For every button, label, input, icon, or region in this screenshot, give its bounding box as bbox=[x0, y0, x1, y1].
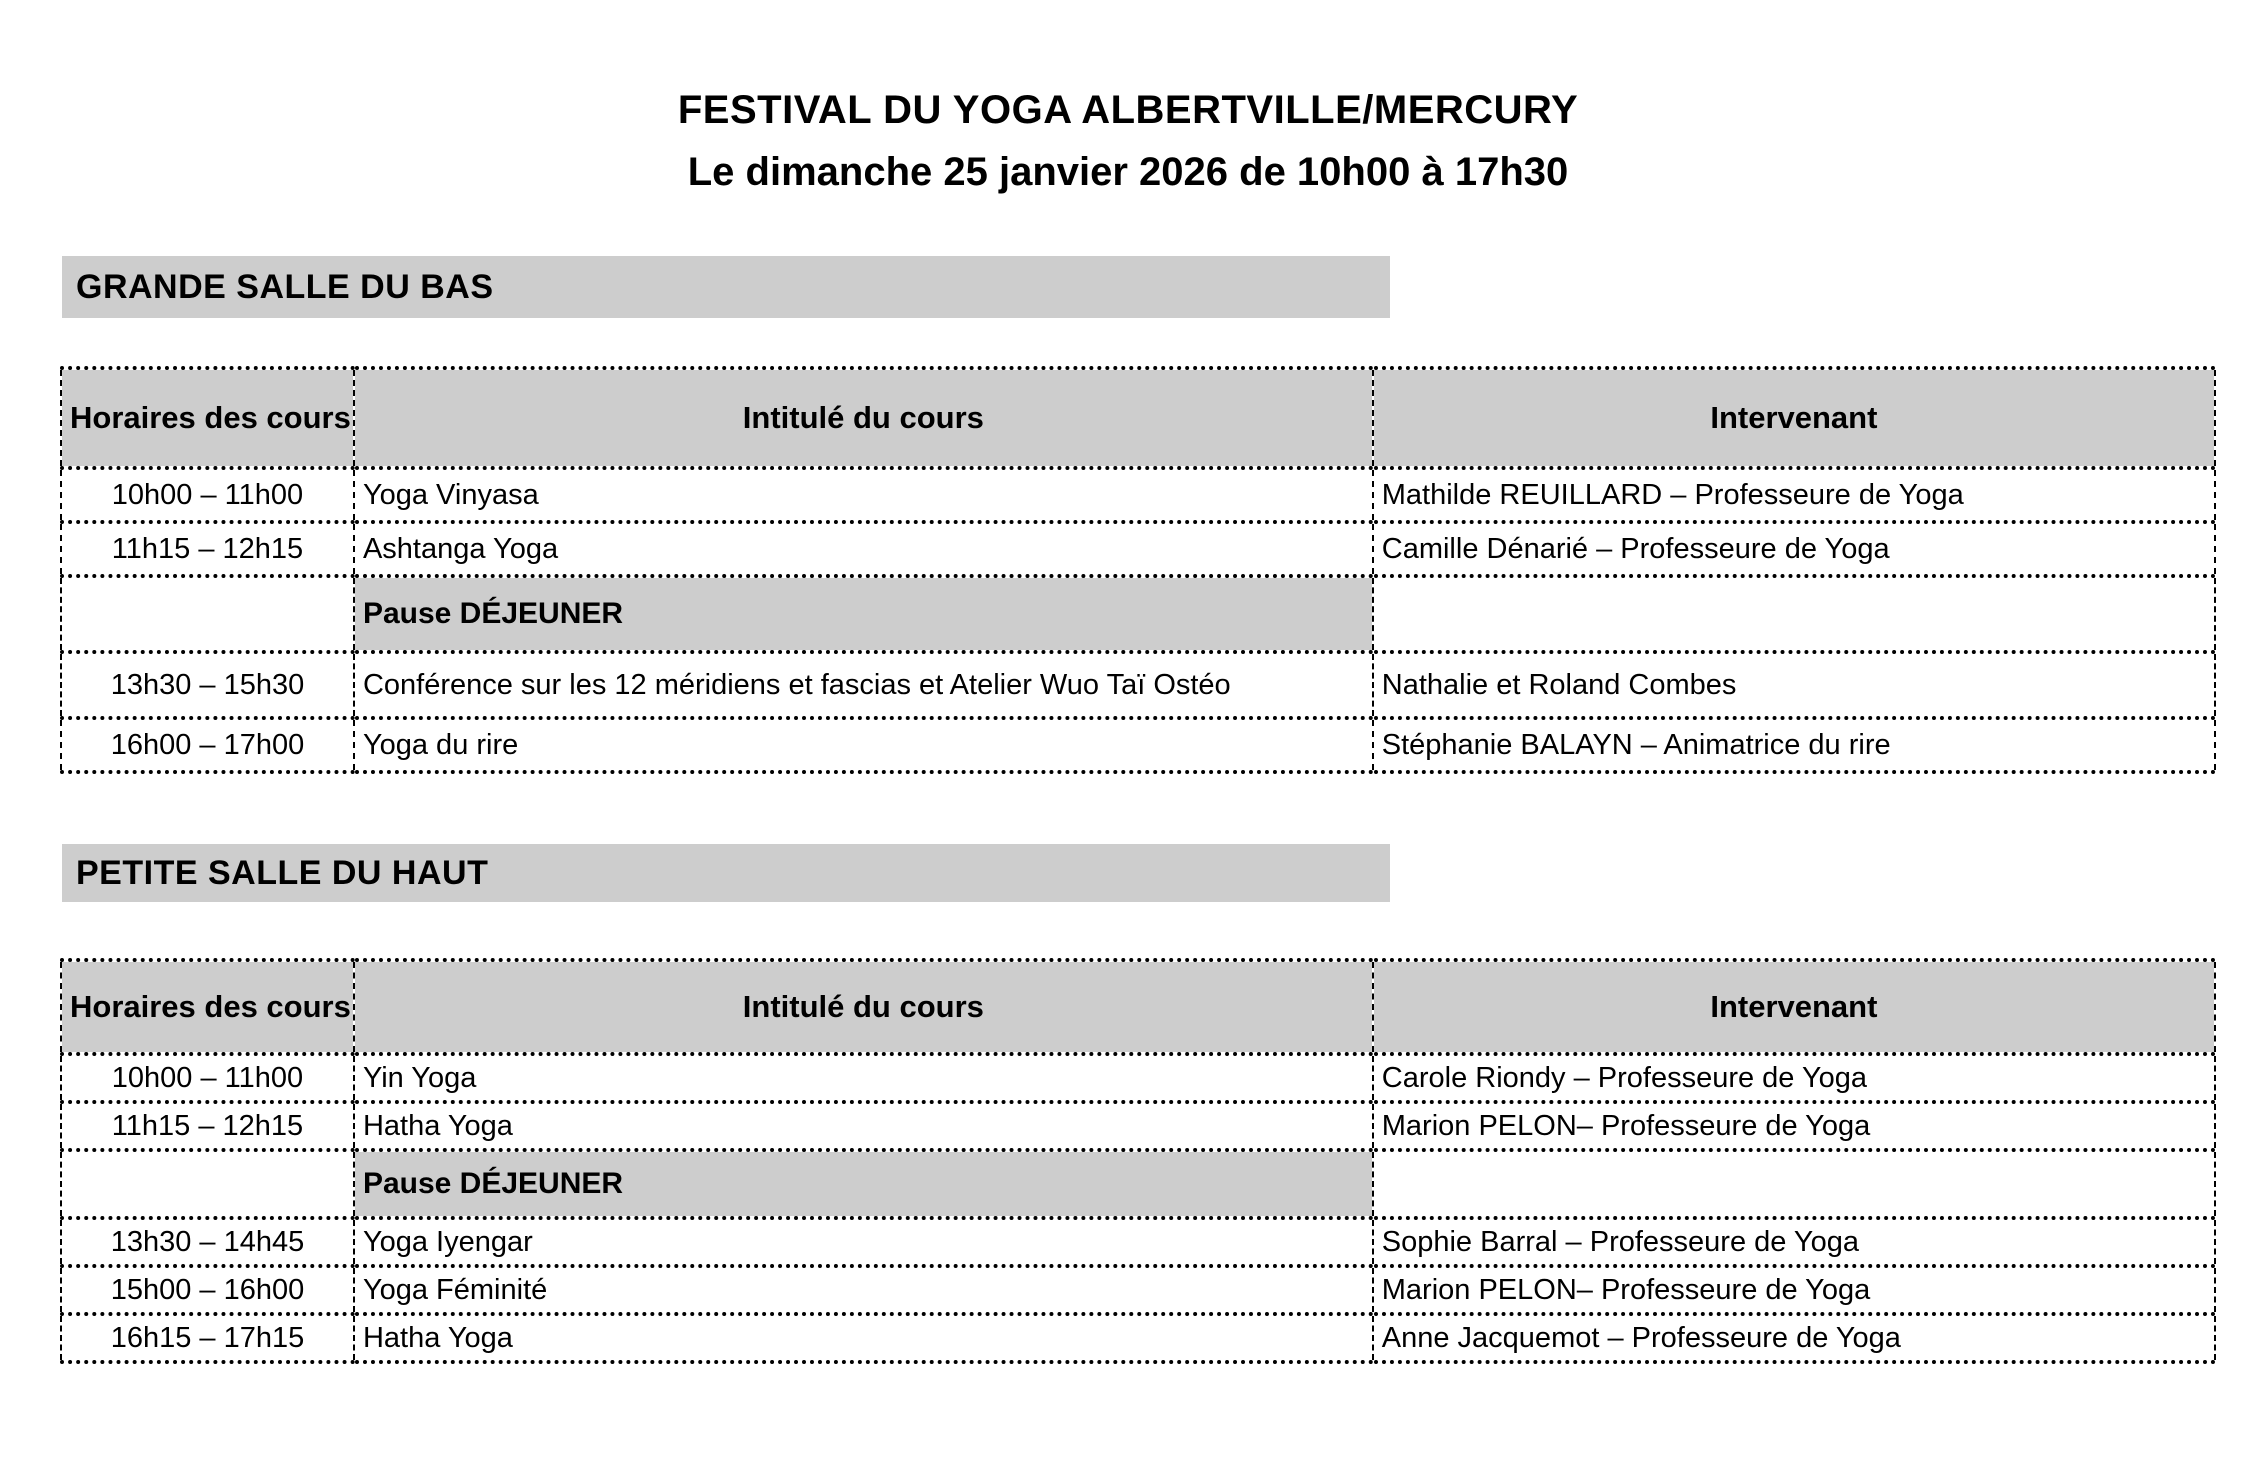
course-cell: Conférence sur les 12 méridiens et fascias et Atelier Wuo Taï Ostéo bbox=[354, 652, 1373, 718]
pause-label-cell: Pause DÉJEUNER bbox=[354, 576, 1373, 652]
instructor-cell bbox=[1373, 576, 2215, 652]
instructor-cell: Carole Riondy – Professeure de Yoga bbox=[1373, 1054, 2215, 1102]
course-row bbox=[61, 718, 2215, 772]
table-header-row bbox=[61, 368, 2215, 468]
time-cell: 16h00 – 17h00 bbox=[61, 718, 354, 772]
course-row bbox=[61, 1054, 2215, 1102]
course-cell: Yoga Vinyasa bbox=[354, 468, 1373, 522]
time-cell: 13h30 – 15h30 bbox=[61, 652, 354, 718]
course-row bbox=[61, 652, 2215, 718]
time-cell: 11h15 – 12h15 bbox=[61, 522, 354, 576]
time-cell: 10h00 – 11h00 bbox=[61, 1054, 354, 1102]
time-cell: 15h00 – 16h00 bbox=[61, 1266, 354, 1314]
course-cell: Hatha Yoga bbox=[354, 1102, 1373, 1150]
pause-row bbox=[61, 576, 2215, 652]
time-cell: 10h00 – 11h00 bbox=[61, 468, 354, 522]
column-header-time: Horaires des cours bbox=[61, 960, 354, 1054]
page-subtitle: Le dimanche 25 janvier 2026 de 10h00 à 17h30 bbox=[687, 150, 1569, 194]
time-cell: 13h30 – 14h45 bbox=[61, 1218, 354, 1266]
schedule-table-petite-salle bbox=[60, 958, 2216, 1364]
instructor-cell: Nathalie et Roland Combes bbox=[1373, 652, 2215, 718]
course-cell: Ashtanga Yoga bbox=[354, 522, 1373, 576]
course-row bbox=[61, 468, 2215, 522]
pause-row bbox=[61, 1150, 2215, 1218]
column-header-course: Intitulé du cours bbox=[354, 960, 1373, 1054]
section-title-petite-salle: PETITE SALLE DU HAUT bbox=[62, 844, 1390, 902]
instructor-cell: Stéphanie BALAYN – Animatrice du rire bbox=[1373, 718, 2215, 772]
course-row bbox=[61, 1266, 2215, 1314]
time-cell: 11h15 – 12h15 bbox=[61, 1102, 354, 1150]
course-cell: Yoga Iyengar bbox=[354, 1218, 1373, 1266]
page-title: FESTIVAL DU YOGA ALBERTVILLE/MERCURY bbox=[677, 88, 1579, 132]
pause-label-cell: Pause DÉJEUNER bbox=[354, 1150, 1373, 1218]
course-cell: Yin Yoga bbox=[354, 1054, 1373, 1102]
time-cell bbox=[61, 1150, 354, 1218]
course-row bbox=[61, 522, 2215, 576]
course-cell: Yoga Féminité bbox=[354, 1266, 1373, 1314]
instructor-cell: Mathilde REUILLARD – Professeure de Yoga bbox=[1373, 468, 2215, 522]
schedule-table-grande-salle bbox=[60, 366, 2216, 774]
time-cell bbox=[61, 576, 354, 652]
instructor-cell: Anne Jacquemot – Professeure de Yoga bbox=[1373, 1314, 2215, 1362]
column-header-instructor: Intervenant bbox=[1373, 368, 2215, 468]
time-cell: 16h15 – 17h15 bbox=[61, 1314, 354, 1362]
table-header-row bbox=[61, 960, 2215, 1054]
course-row bbox=[61, 1102, 2215, 1150]
instructor-cell: Camille Dénarié – Professeure de Yoga bbox=[1373, 522, 2215, 576]
course-cell: Hatha Yoga bbox=[354, 1314, 1373, 1362]
instructor-cell: Marion PELON– Professeure de Yoga bbox=[1373, 1102, 2215, 1150]
instructor-cell: Marion PELON– Professeure de Yoga bbox=[1373, 1266, 2215, 1314]
section-title-grande-salle: GRANDE SALLE DU BAS bbox=[62, 256, 1390, 318]
course-row bbox=[61, 1218, 2215, 1266]
course-row bbox=[61, 1314, 2215, 1362]
column-header-course: Intitulé du cours bbox=[354, 368, 1373, 468]
instructor-cell bbox=[1373, 1150, 2215, 1218]
instructor-cell: Sophie Barral – Professeure de Yoga bbox=[1373, 1218, 2215, 1266]
column-header-time: Horaires des cours bbox=[61, 368, 354, 468]
column-header-instructor: Intervenant bbox=[1373, 960, 2215, 1054]
course-cell: Yoga du rire bbox=[354, 718, 1373, 772]
